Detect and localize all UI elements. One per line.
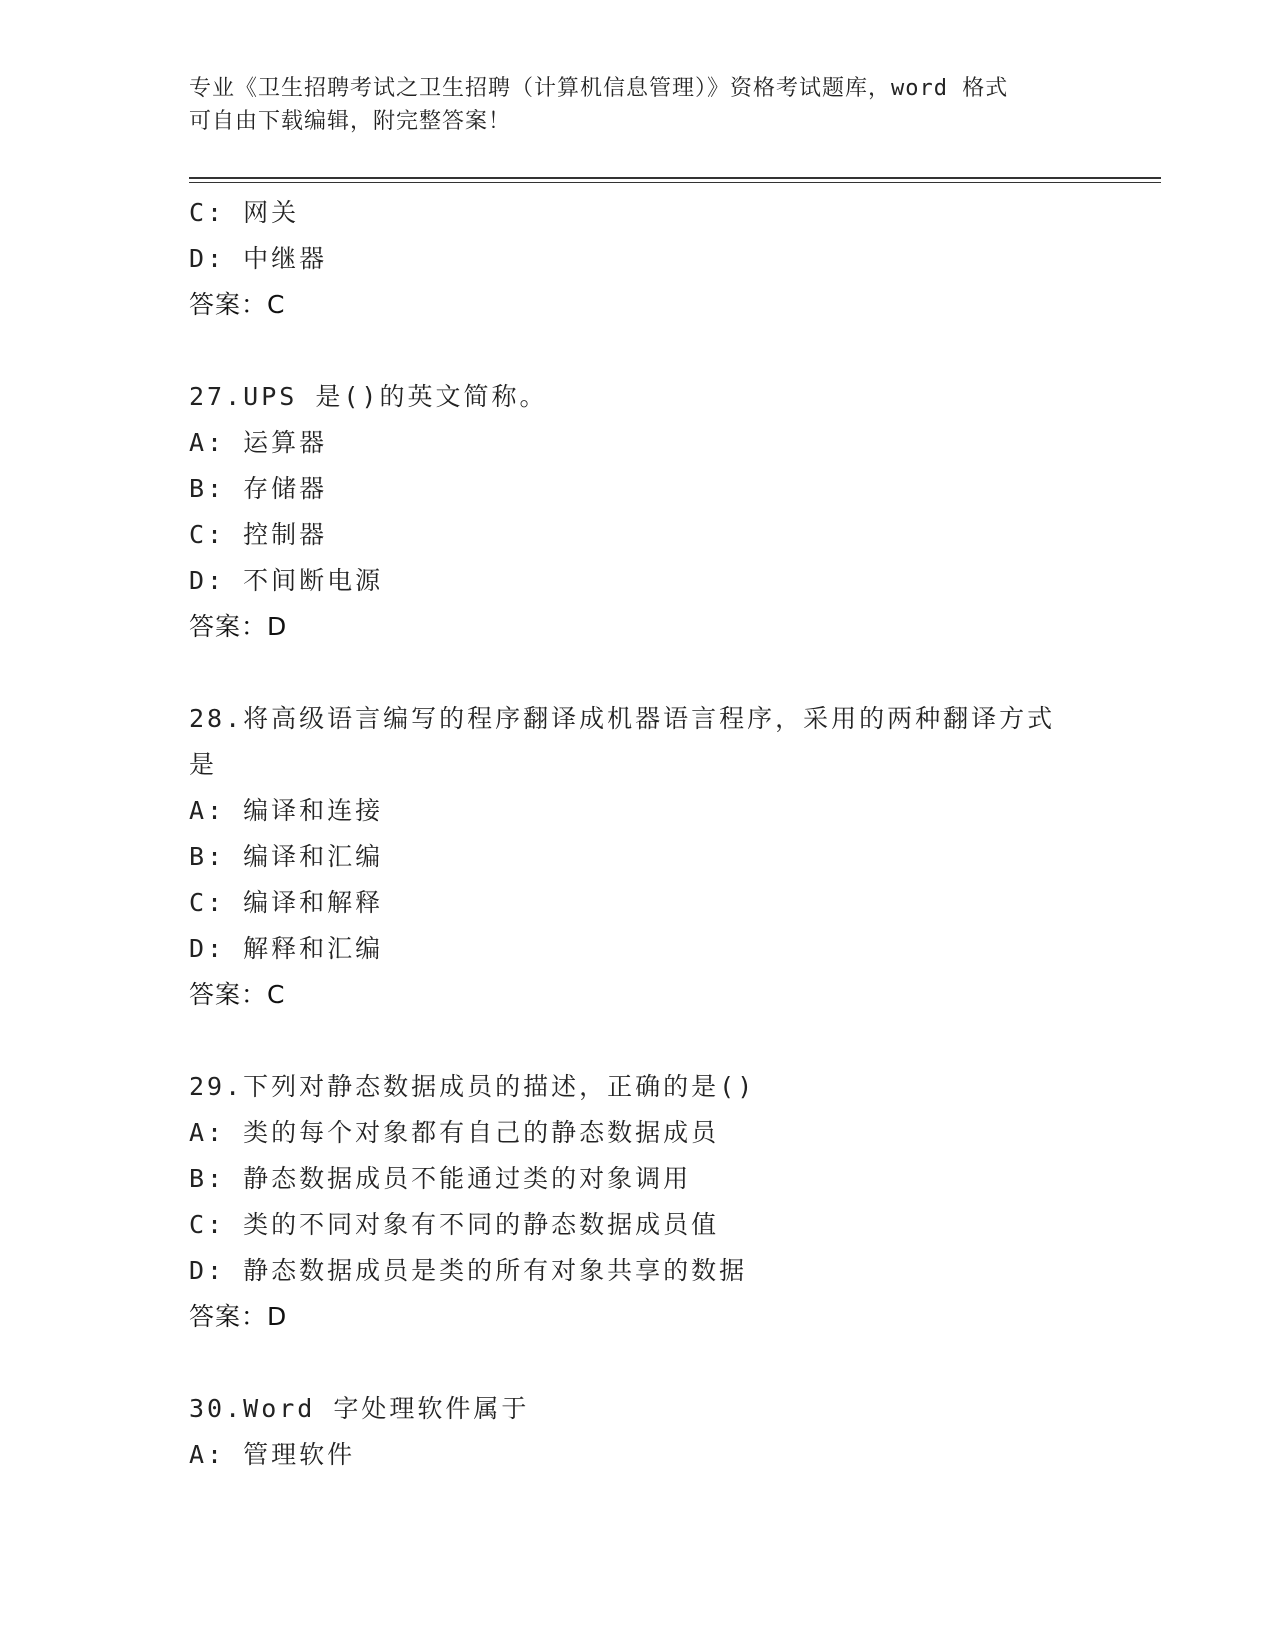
header-divider xyxy=(189,177,1161,183)
question-stem: 30.Word 字处理软件属于 xyxy=(189,1394,530,1423)
option-c: C: 类的不同对象有不同的静态数据成员值 xyxy=(189,1210,720,1239)
option-c: C: 编译和解释 xyxy=(189,888,384,917)
question-stem-line-2: 是 xyxy=(189,750,218,779)
question-27 xyxy=(189,374,1089,650)
spacer xyxy=(189,328,1089,374)
spacer xyxy=(189,650,1089,696)
question-28 xyxy=(189,696,1089,1018)
option-d: D: 中继器 xyxy=(189,244,328,273)
option-b: B: 静态数据成员不能通过类的对象调用 xyxy=(189,1164,692,1193)
header-title-line-2: 可自由下载编辑，附完整答案！ xyxy=(189,109,512,134)
question-stem: 29.下列对静态数据成员的描述，正确的是() xyxy=(189,1072,756,1101)
question-stem: 27.UPS 是()的英文简称。 xyxy=(189,382,548,411)
option-c: C: 控制器 xyxy=(189,520,328,549)
option-a: A: 运算器 xyxy=(189,428,328,457)
option-d: D: 静态数据成员是类的所有对象共享的数据 xyxy=(189,1256,748,1285)
document-header xyxy=(189,72,1089,138)
option-b: B: 编译和汇编 xyxy=(189,842,384,871)
question-30 xyxy=(189,1386,1089,1478)
answer: 答案：C xyxy=(189,980,286,1009)
question-stem-line-1: 28.将高级语言编写的程序翻译成机器语言程序，采用的两种翻译方式 xyxy=(189,704,1056,733)
option-c: C: 网关 xyxy=(189,198,300,227)
option-a: A: 类的每个对象都有自己的静态数据成员 xyxy=(189,1118,720,1147)
spacer xyxy=(189,1340,1089,1386)
answer: 答案：D xyxy=(189,1302,288,1331)
answer: 答案：D xyxy=(189,612,288,641)
option-b: B: 存储器 xyxy=(189,474,328,503)
option-a: A: 管理软件 xyxy=(189,1440,356,1469)
answer: 答案：C xyxy=(189,290,286,319)
spacer xyxy=(189,1018,1089,1064)
header-title-line-1: 专业《卫生招聘考试之卫生招聘（计算机信息管理）》资格考试题库，word 格式 xyxy=(189,76,1009,101)
option-d: D: 不间断电源 xyxy=(189,566,384,595)
question-26 xyxy=(189,190,1089,328)
question-list xyxy=(189,190,1089,1478)
option-a: A: 编译和连接 xyxy=(189,796,384,825)
question-29 xyxy=(189,1064,1089,1340)
option-d: D: 解释和汇编 xyxy=(189,934,384,963)
